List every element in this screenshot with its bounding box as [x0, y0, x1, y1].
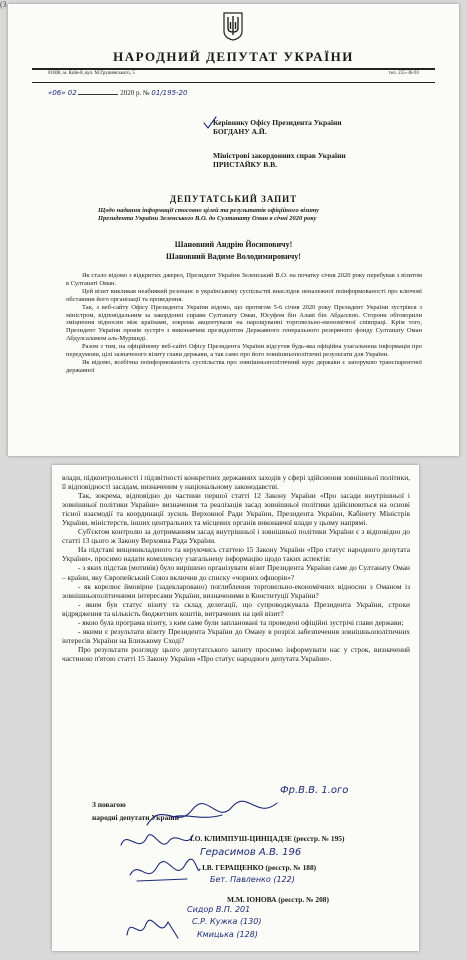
document-title: ДЕПУТАТСЬКИЙ ЗАПИТ: [169, 194, 298, 204]
paragraph: Цей візит викликав неабиякий резонанс в українському суспільстві внаслідок неналежної поінформованості про ключові обставини його організації та проведення.: [66, 287, 422, 303]
question-item: - з яких підстав (мотивів) було вирішено організувати візит Президента України саме до Султанату Оман – країни, яку Європейський Союз включив до списку «чорних офшорів»?: [62, 563, 410, 582]
addressee-1: [213, 118, 342, 136]
handwritten-annotation-5: С.Р. Кужка (130): [192, 917, 262, 926]
document-subject: Щодо надання інформації стосовно цілей та результатів офіційного візиту Президента України Зеленського В.О. до Султанату Оман в січні 2020 року: [98, 207, 319, 222]
closing-regards: З повагою: [92, 800, 126, 809]
paragraph: Так, зокрема, відповідно до частини першої статті 12 Закону України «Про засади внутрішньої і зовнішньої політики України» визначення та реалізація засад зовнішньої політики здійснюються на основі тісної взаємодії та координації зусиль Верховної Ради України, Президента України, Кабінету Міністрів України, міністерств, інших центральних та місцевих органів виконавчої влади у цьому напрямі.: [62, 491, 410, 528]
registration-date-handwritten: «06» 02: [48, 89, 77, 97]
letterhead-rule-thin: [32, 82, 435, 83]
paragraph: На підставі вищевикладеного та керуючись статтею 15 Закону України «Про статус народного депутата України», просимо надати комплексну узагальнену інформацію щодо таких аспектів:: [62, 545, 410, 564]
signatory-2: І.В. ГЕРАЩЕНКО (реєстр. № 188): [202, 863, 317, 872]
paragraph: Разом з тим, на офіційному веб-сайті Офісу Президента України відсутня будь-яка офіційна узагальнена інформація про передумови, цілі зазначеного візиту глави держави, а так само про його зовнішньополітичні результати для України.: [66, 343, 422, 359]
question-item: - якими є результати візиту Президента України до Оману в розрізі забезпечення зовнішньополітичних інтересів України на Близькому Сході?: [62, 626, 410, 645]
paragraph: Як відомо, всебічна поінформованість суспільства про зовнішньополітичний курс держави є запорукою транспарентної державної: [66, 358, 422, 374]
addressee-1-name: БОГДАНУ А.Й.: [213, 127, 267, 136]
paragraph: Як стало відомо з відкритих джерел, Президент України Зеленський В.О. на початку січня 2020 року перебував з візитом в Султанаті Оман.: [66, 272, 422, 287]
registration-year: 2020 р. №: [120, 89, 150, 97]
signature-scribble: [117, 825, 197, 857]
question-item: - якою була програма візиту, з ким саме були заплановані та проведені офіційні зустрічі глави держави;: [78, 617, 404, 627]
document-page-2: [52, 465, 419, 951]
page-2-body: [62, 473, 410, 663]
addressee-2: [213, 151, 346, 169]
letterhead-title: НАРОДНИЙ ДЕПУТАТ УКРАЇНИ: [113, 49, 354, 64]
trident-emblem-icon: [221, 11, 245, 41]
question-item: - яким був статус візиту та склад делегації, що супроводжувала Президента України, строки відрядження та кількість бюджетних коштів, витрачених на цей візит?: [62, 599, 410, 618]
paragraph: Суб'єктом контролю за дотриманням засад внутрішньої і зовнішньої політики України є з відповідно до статті 13 цього ж Закону Верховна Рада України.: [62, 527, 410, 546]
question-item: - як корелює ймовірне (задекларовано) поглиблення торговельно-економічних відносин з Оманом із зовнішньополітичними інтересами України, визначеними в Конституції України?: [62, 581, 410, 600]
signatory-1: І.О. КЛИМПУШ-ЦИНЦАДЗЕ (реєстр. № 195): [190, 834, 345, 843]
signature-scribble: [127, 857, 202, 887]
handwritten-annotation-4: Сидор В.П. 201: [187, 905, 251, 914]
signature-scribble: [122, 910, 182, 946]
salutation-2: Шановний Вадиме Володимировичу!: [166, 252, 301, 261]
closing-title: народні депутати України: [92, 813, 179, 822]
addressee-2-position: Міністрові закордонних справ України: [213, 151, 346, 160]
addressee-2-name: ПРИСТАЙКУ В.В.: [213, 160, 277, 169]
handwritten-annotation-6: Кмицька (128): [197, 930, 258, 939]
paragraph: Так, з веб-сайту Офісу Президента України відомо, що протягом 5-6 січня 2020 року Президент України зустрівся з міністром, відповідальним за закордонні справи Султанату Оман, Юсуфом бін Алаві бін Абдаллою. Сторони обговорили зміцнення відносин між країнами, зокрема акцентували на нарощуванні торговельно-економічної співпраці. Крім того, Президент України провів зустріч з виконавчим президентом Державного генерального резервного фонду Султанату Оман Абдулсаламом аль-Муршиді.: [66, 303, 422, 343]
registration-number-handwritten: 01/195-20: [151, 89, 188, 97]
letterhead-rule: [32, 68, 435, 70]
registration-line: [48, 89, 187, 97]
signatory-3: М.М. ІОНОВА (реєстр. № 208): [227, 895, 329, 904]
page-1-body: [66, 272, 422, 375]
handwritten-annotation-1: Фр.В.В. 1.ого: [280, 785, 349, 796]
letterhead-phone: тел. 255-36-93: [388, 71, 419, 76]
letterhead-address: 01008, м. Київ-8, вул. М.Грушевського, 5: [48, 71, 135, 76]
addressee-1-position: Керівнику Офісу Президента України: [213, 118, 342, 127]
document-page-1: [8, 4, 459, 456]
handwritten-annotation-3: Бет. Павленко (122): [210, 875, 295, 884]
corner-mark: (3: [0, 0, 7, 9]
paragraph: Про результати розгляду цього депутатського запиту просимо інформувати нас у строк, визначений частиною п'ятою статті 15 Закону України «Про статус народного депутата України».: [62, 644, 410, 663]
paragraph: влади, підконтрольності і підзвітності конкретних державних заходів у сфері здійснення зовнішньої політики, її відповідності засадам, визначеним у національному законодавстві.: [62, 473, 410, 492]
handwritten-annotation-2: Герасимов А.В. 196: [200, 847, 302, 858]
salutation-1: Шановний Андрію Йосиповичу!: [174, 240, 293, 249]
